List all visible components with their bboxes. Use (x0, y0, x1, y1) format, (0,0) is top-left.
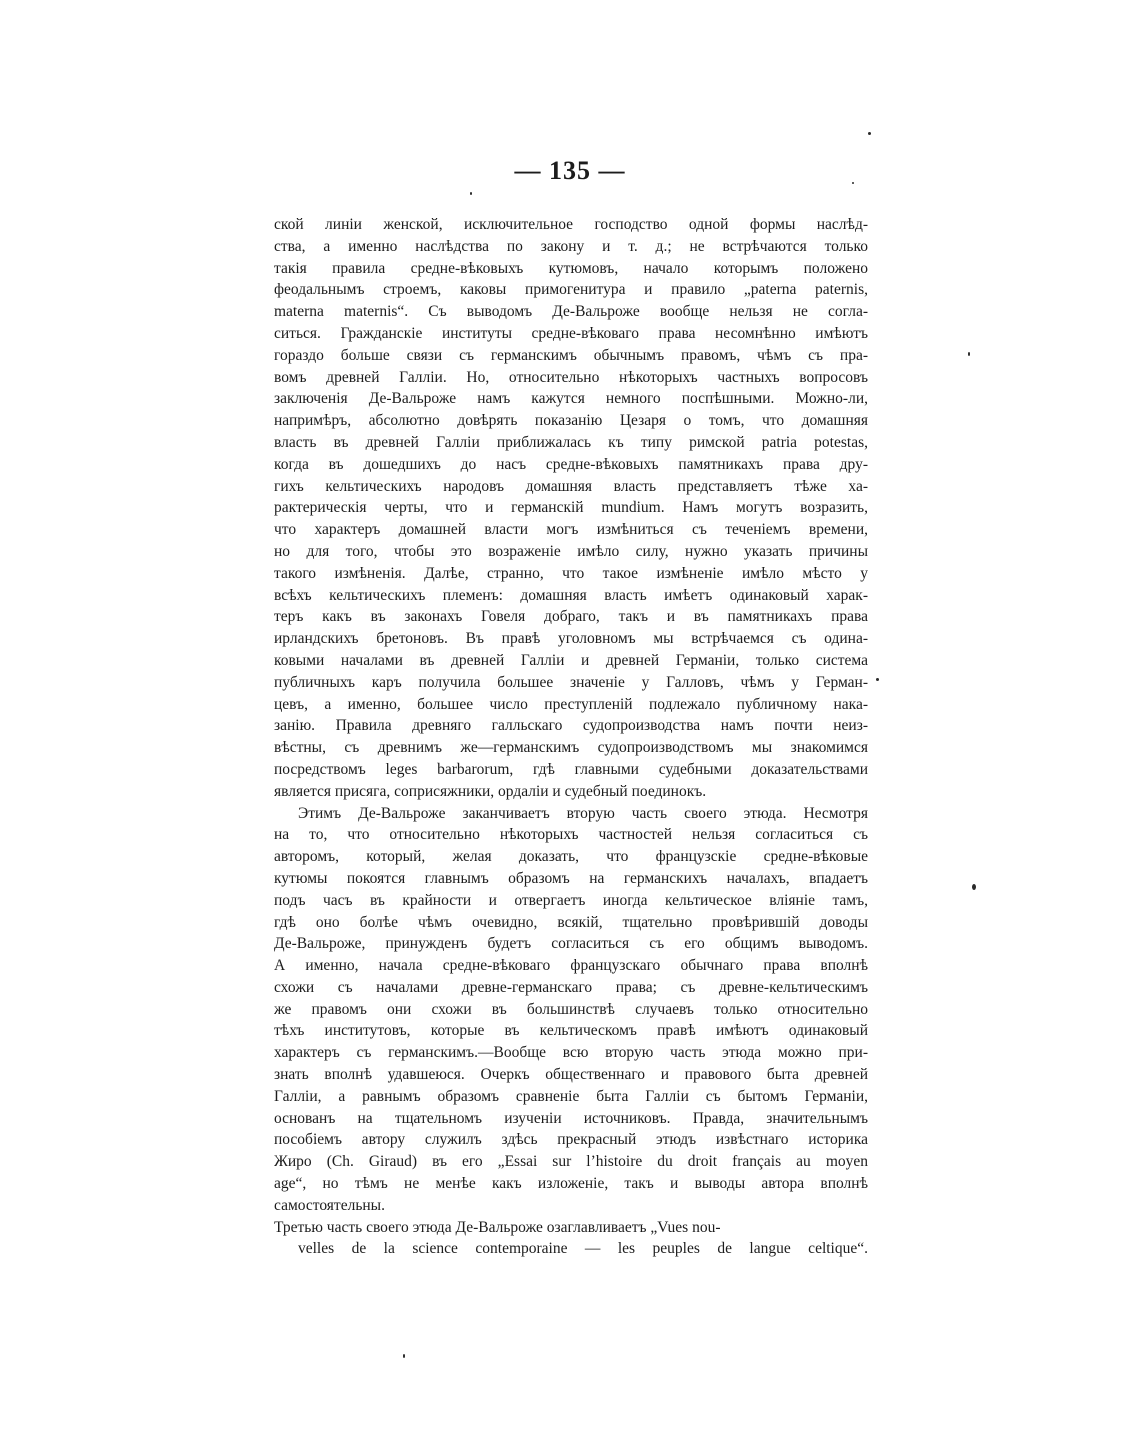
text-line: что характеръ домашней власти могъ измѣниться съ теченіемъ времени, (274, 521, 868, 539)
scan-speck (876, 678, 879, 681)
text-line: цевъ, а именно, большее число преступленій подлежало публичному нака- (274, 695, 868, 713)
text-line: ства, а именно наслѣдства по закону и т. д.; не встрѣчаются только (274, 237, 868, 255)
text-line: гихъ кельтическихъ народовъ домашняя власть представляетъ тѣже ха- (274, 477, 868, 495)
text-line: рактерическія черты, что и германскій mundium. Намъ могутъ возразить, (274, 499, 868, 517)
text-line: посредствомъ leges barbarorum, гдѣ главными судебными доказательствами (274, 760, 868, 778)
scan-speck (470, 192, 472, 195)
text-line: является присяга, соприсяжники, ордаліи и судебный поединокъ. (274, 782, 707, 800)
scan-speck (852, 182, 854, 184)
text-line: такого измѣненія. Далѣе, странно, что такое измѣненіе имѣло мѣсто у (274, 564, 868, 582)
text-line: materna maternis“. Съ выводомъ Де-Вальроже вообще нельзя не согла- (274, 303, 868, 321)
text-line: Третью часть своего этюда Де-Вальроже озаглавливаетъ „Vues nou- (274, 1218, 721, 1236)
text-line: характеръ съ германскимъ.—Вообще всю вторую часть этюда можно при- (274, 1044, 868, 1062)
text-line: Жиро (Ch. Giraud) въ его „Essai sur l’histoire du droit français au moyen (274, 1153, 868, 1171)
text-line: знать вполнѣ удавшеюся. Очеркъ общественнаго и правового быта древней (274, 1066, 868, 1084)
text-line: velles de la science contemporaine — les peuples de langue celtique“. (298, 1240, 868, 1258)
text-line: схожи съ началами древне-германскаго права; съ древне-кельтическимъ (274, 978, 868, 996)
text-line: напримѣръ, абсолютно довѣрять показанію Цезаря о томъ, что домашняя (274, 412, 868, 430)
text-line: вѣстны, съ древнимъ же—германскимъ судопроизводствомъ мы знакомимся (274, 739, 868, 757)
text-line: власть въ древней Галліи приближалась къ типу римской patria potestas, (274, 433, 868, 451)
text-line: А именно, начала средне-вѣковаго французскаго обычнаго права вполнѣ (274, 957, 868, 975)
text-line: заключенія Де-Вальроже намъ кажутся немного поспѣшными. Можно-ли, (274, 390, 868, 408)
scan-speck (972, 884, 976, 890)
text-line: пособіемъ автору служилъ здѣсь прекрасный этюдъ извѣстнаго историка (274, 1131, 868, 1149)
text-line: тѣхъ институтовъ, которые въ кельтическомъ правѣ имѣютъ одинаковый (274, 1022, 868, 1040)
text-line: когда въ дошедшихъ до насъ средне-вѣковыхъ памятникахъ права дру- (274, 455, 868, 473)
text-line: занію. Правила древняго галльскаго судопроизводства намъ почти неиз- (274, 717, 868, 735)
page-number: — 135 — (514, 156, 626, 185)
text-line: ской линіи женской, исключительное господство одной формы наслѣд- (274, 216, 868, 233)
text-line: ирландскихъ бретоновъ. Въ правѣ уголовномъ мы встрѣчаемся съ одина- (274, 630, 868, 648)
text-line: на то, что относительно нѣкоторыхъ частностей нельзя согласиться съ (274, 826, 868, 844)
text-line: ковыми началами въ древней Галліи и древней Германіи, только система (274, 651, 868, 669)
text-line: авторомъ, который, желая доказать, что французскіе средне-вѣковые (274, 848, 868, 866)
text-line: теръ какъ въ законахъ Говеля добраго, такъ и въ памятникахъ права (274, 608, 868, 626)
scan-speck (968, 352, 970, 356)
text-line: всѣхъ кельтическихъ племенъ: домашняя власть имѣетъ одинаковый харак- (274, 586, 868, 604)
text-line: самостоятельны. (274, 1196, 385, 1214)
text-line: гораздо больше связи съ германскимъ обычнымъ правомъ, чѣмъ съ пра- (274, 346, 868, 364)
text-line: Галліи, а равнымъ образомъ сравненіе быта Галліи съ бытомъ Германіи, (274, 1087, 868, 1105)
text-line: гдѣ оно болѣе чѣмъ очевидно, всякій, тщательно провѣрившій доводы (274, 913, 868, 931)
text-line: Де-Вальроже, принужденъ будетъ согласиться съ его общимъ выводомъ. (274, 935, 868, 953)
text-line: кутюмы покоятся главнымъ образомъ на германскихъ началахъ, впадаетъ (274, 869, 868, 887)
text-line (274, 1260, 868, 1282)
body-text (274, 214, 868, 1282)
text-line: публичныхъ каръ получила большее значеніе у Галловъ, чѣмъ у Герман- (274, 673, 868, 691)
scan-speck (868, 132, 871, 135)
text-line: же правомъ они схожи въ большинствѣ случаевъ только относительно (274, 1000, 868, 1018)
text-line: ситься. Гражданскіе институты средне-вѣковаго права несомнѣнно имѣютъ (274, 324, 868, 342)
text-line: но для того, чтобы это возраженіе имѣло силу, нужно указать причины (274, 542, 868, 560)
text-line: age“, но тѣмъ не менѣе какъ изложеніе, такъ и выводы автора вполнѣ (274, 1175, 868, 1193)
text-line: феодальнымъ строемъ, каковы примогенитура и правило „paterna paternis, (274, 281, 868, 299)
scan-speck (403, 1354, 405, 1358)
text-line: Этимъ Де-Вальроже заканчиваетъ вторую часть своего этюда. Несмотря (298, 804, 868, 822)
text-line: вомъ древней Галліи. Но, относительно нѣкоторыхъ частныхъ вопросовъ (274, 368, 868, 386)
text-line: основанъ на тщательномъ изученіи источниковъ. Правда, значительнымъ (274, 1109, 868, 1127)
text-line: подъ часъ въ крайности и отвергаетъ иногда кельтическое вліяніе тамъ, (274, 891, 868, 909)
text-line: такія правила средне-вѣковыхъ кутюмовъ, начало которымъ положено (274, 259, 868, 277)
